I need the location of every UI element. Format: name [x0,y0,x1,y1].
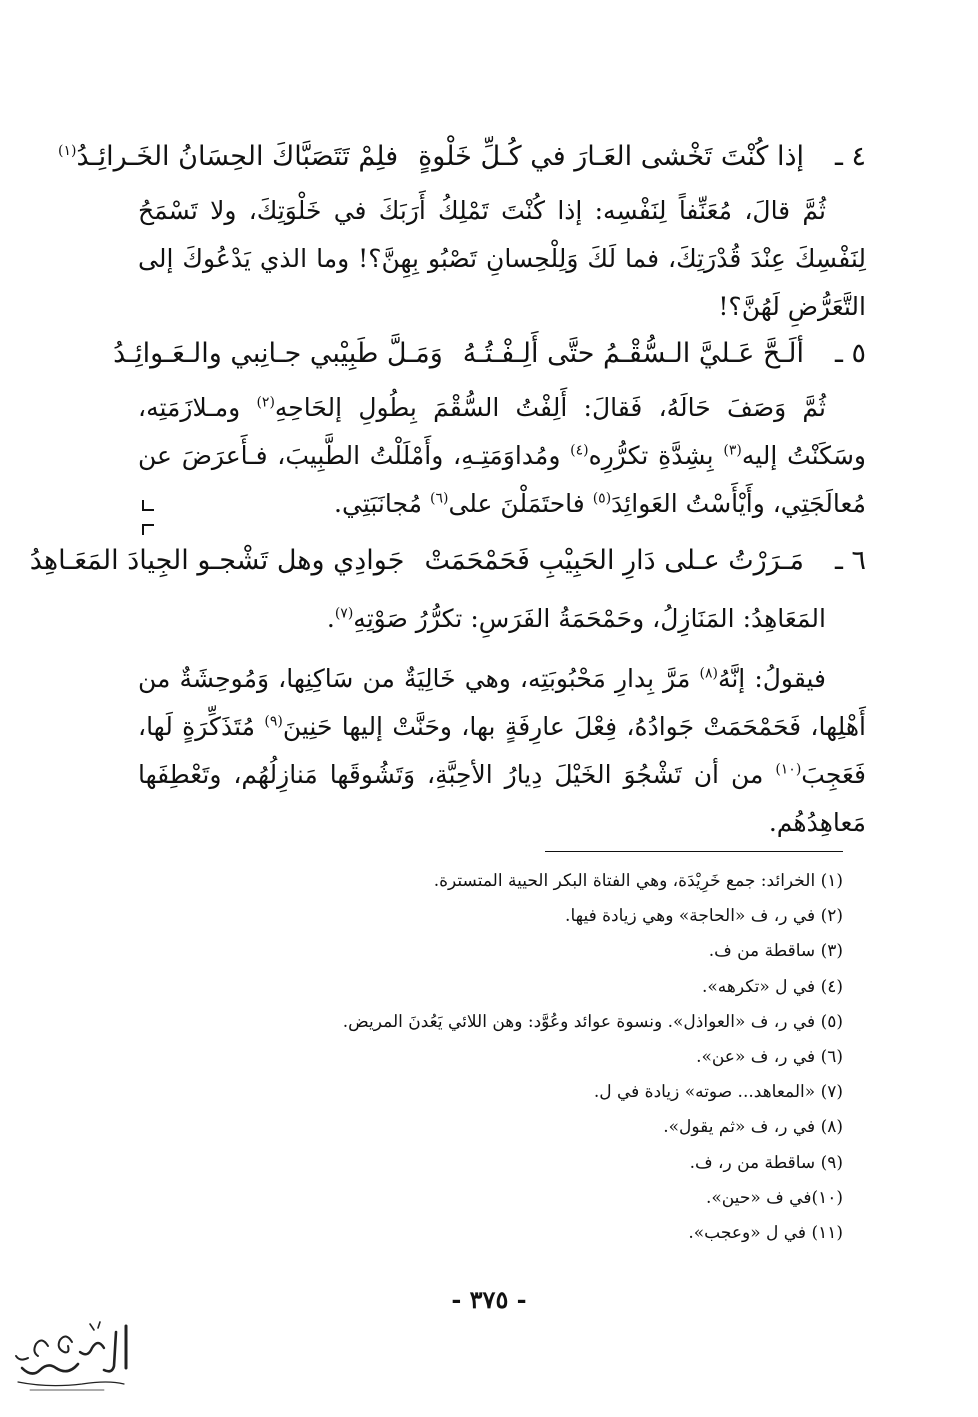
footnote-ref: (٦) [429,490,449,507]
calligraphy-stamp-logo [8,1318,138,1400]
footnote-ref: (٩) [264,713,283,730]
footnote-ref: (٥) [592,490,612,507]
verse-5 [113,333,866,375]
footnote-item: (١) الخرائد: جمع خَرِيْدَة، وهي الفتاة البكر الحيية المتسترة. [433,871,843,891]
footnote-ref: (٢) [256,394,275,411]
commentary-paragraph-4: فيقولُ: إنَّهُ$^{(٨)}$ مَرَّ بِدارِ مَحْبُوبَتِه، وهي خَالِيَةٌ من سَاكِنِها، وَمُوحِشَةٌ من أَهْلِها، فَحَمْحَمَتْ جَوادُهُ، فِعْلَ عارِفَةٍ بها، وحَنَّتْ إليها حَنِينَ$^{(٩)}$ مُتَذَكِّرَةٍ لَها، فَعَجِبَ$^{(١٠)}$ من أن تَشْجُوَ الخَيْلَ دِيارُ الأحِبَّةِ، وَتَشُوقَها مَنازِلُهُم، وتَعْطِفَها مَعاهِدُهُم. [138,664,867,837]
footnote-item: (٨) في ر، ف «ثم يقول». [663,1117,843,1138]
verse-6 [29,540,866,582]
verse-hemistich-first: مَـرَرْتُ عـلى دَارِ الحَبِيْبِ فَحَمْحَمَتْ [424,545,804,576]
footnote-item: (٣) ساقطة من ف. [708,941,843,962]
verse-4 [58,136,866,178]
commentary-paragraph-1: ثُمَّ قالَ، مُعَنِّفاً لِنَفْسِه: إذا كُنْتَ تَمْلِكُ أَرَبَكَ في خَلْوَتِكَ، ولا تَسْمَحُ لِنَفْسِكَ عِنْدَ قُدْرَتِكَ، فما لَكَ وَلِلْحِسانِ تَصْبُو بِهِنَّ؟! وما الذي يَدْعُوكَ إلى التَّعَرُّضِ لَهُنَّ؟! [138,196,866,321]
footnote-item: (١٠)في ف «حين». [705,1187,843,1208]
footnote-ref: (١) [58,143,77,159]
page-break-close-mark [142,500,154,511]
footnote-ref: (١٠) [775,761,802,778]
verse-hemistich-second: وَمَـلَّ طَبِيْبي جـانِبي والـعَـوائِـدُ [113,338,443,369]
verse-number: ٦ ـ [834,545,866,576]
verse-hemistich-second: جَوادِي وهل تَشْجـو الجِيادَ المَعَـاهِدُ [29,545,405,576]
page-number: - ٣٧٥ - [451,1285,527,1314]
footnote-ref: (٣) [723,442,742,459]
verse-hemistich-first: إذا كُنْتَ تَخْشى العَـارَ في كُـلِّ خَلْوةٍ [418,141,804,172]
footnote-item: (٥) في ر، ف «العواذل». ونسوة عوائد وعُوَّد: وهن اللائي يَعُدنَ المريض. [342,1011,843,1032]
footnote-ref: (٧) [334,605,354,622]
footnote-item: (٤) في ل «تكرهه». [701,976,843,997]
verse-number: ٥ ـ [834,338,866,369]
page-break-open-mark [142,524,154,535]
verse-number: ٤ ـ [834,141,866,172]
footnote-item: (٦) في ر، ف «عن». [696,1047,843,1068]
footnote-item: (٧) «المعاهد... صوته» زيادة في ل. [593,1082,843,1103]
commentary-paragraph-3: المَعَاهِدُ: المَنَازِلُ، وحَمْحَمَةُ الفَرَسِ: تكرُّرُ صَوْتِهِ$^{(٧)}$. [326,604,826,633]
footnote-separator [545,851,843,852]
footnote-ref: (٤) [570,442,589,459]
footnotes-list [120,864,843,1251]
footnote-ref: (٨) [699,665,718,682]
commentary-paragraph-2: ثُمَّ وَصَفَ حَالَهُ، فَقالَ: أَلِفْتُ السُّقْمَ بِطُولِ إلحَاحِهِ$^{(٢)}$ ومـلازَمَتِه، وسَكَنْتُ إليه$^{(٣)}$ بِشِدَّةِ تكرُّرِه$^{(٤)}$ ومُداوَمَتِـهِ، وأَمْلَلْتُ الطَّبِيبَ، فـأَعرَضَ عن مُعالَجَتِي، وأَيْأَسْتُ العَوائِدَ$^{(٥)}$ فاحتَمَلْنَ على$^{(٦)}$ مُجانَبَتِي. [138,393,866,518]
footnote-item: (١١) في ل «وعجب». [688,1223,843,1244]
verse-hemistich-first: ألَـحَّ عَـليَّ الـسُّقْـمُ حتَّى أَلِـفْـتُـهُ [462,338,804,369]
footnote-item: (٩) ساقطة من ر، ف. [689,1152,843,1173]
footnote-item: (٢) في ر، ف «الحاجة» وهي زيادة فيها. [565,906,843,927]
verse-hemistich-second: فلِمْ تَتَصَبَّاكَ الحِسَانُ الخَـرائِـدُ$^{(١)}$ [58,141,399,172]
